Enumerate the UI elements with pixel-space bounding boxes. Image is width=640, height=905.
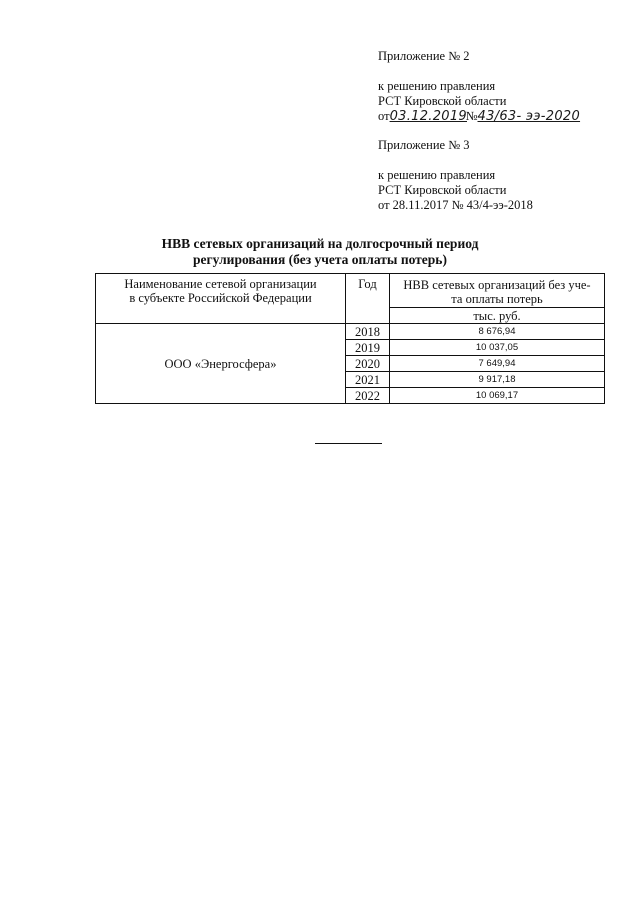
appendix-2-title: Приложение № 2 bbox=[378, 49, 470, 63]
value-cell: 7 649,94 bbox=[390, 356, 605, 372]
year-cell: 2020 bbox=[346, 356, 390, 372]
appendix-2-block bbox=[378, 49, 580, 124]
year-cell: 2021 bbox=[346, 372, 390, 388]
handwritten-number: 43/63- ээ-2020 bbox=[477, 109, 581, 124]
value-cell: 9 917,18 bbox=[390, 372, 605, 388]
document-title-line-1: НВВ сетевых организаций на долгосрочный период bbox=[161, 236, 479, 251]
header-unit: тыс. руб. bbox=[390, 308, 605, 324]
value-cell: 8 676,94 bbox=[390, 324, 605, 340]
closing-divider-line bbox=[315, 443, 382, 444]
appendix-2-decision-line: к решению правления bbox=[378, 79, 496, 93]
organization-name-cell: ООО «Энергосфера» bbox=[96, 324, 346, 404]
header-nvv-line-1: НВВ сетевых организаций без уче- bbox=[403, 278, 591, 292]
year-cell: 2018 bbox=[346, 324, 390, 340]
header-nvv-line-2: та оплаты потерь bbox=[451, 292, 543, 306]
appendix-3-block bbox=[378, 138, 533, 213]
header-organization-name-line-1: Наименование сетевой организации bbox=[124, 277, 317, 291]
value-cell: 10 069,17 bbox=[390, 388, 605, 404]
appendix-2-authority-line: РСТ Кировской области bbox=[378, 94, 507, 108]
document-title bbox=[0, 236, 640, 268]
table-header-row bbox=[96, 274, 605, 308]
appendix-2-date-prefix: от bbox=[378, 109, 390, 123]
document-title-line-2: регулирования (без учета оплаты потерь) bbox=[193, 252, 447, 267]
year-cell: 2019 bbox=[346, 340, 390, 356]
header-organization-name bbox=[96, 274, 346, 324]
appendix-3-title: Приложение № 3 bbox=[378, 138, 470, 152]
appendix-3-decision-line: к решению правления bbox=[378, 168, 496, 182]
header-year: Год bbox=[346, 274, 390, 324]
appendix-2-date-number-line bbox=[378, 109, 580, 124]
value-cell: 10 037,05 bbox=[390, 340, 605, 356]
handwritten-date: 03.12.2019 bbox=[389, 109, 467, 124]
appendix-2-number-sign: № bbox=[465, 109, 478, 123]
appendix-3-authority-line: РСТ Кировской области bbox=[378, 183, 507, 197]
year-cell: 2022 bbox=[346, 388, 390, 404]
header-nvv bbox=[390, 274, 605, 308]
appendix-3-date-number-line: от 28.11.2017 № 43/4-ээ-2018 bbox=[378, 198, 533, 212]
table-row bbox=[96, 324, 605, 340]
nvv-table bbox=[95, 273, 605, 404]
header-organization-name-line-2: в субъекте Российской Федерации bbox=[129, 291, 312, 305]
